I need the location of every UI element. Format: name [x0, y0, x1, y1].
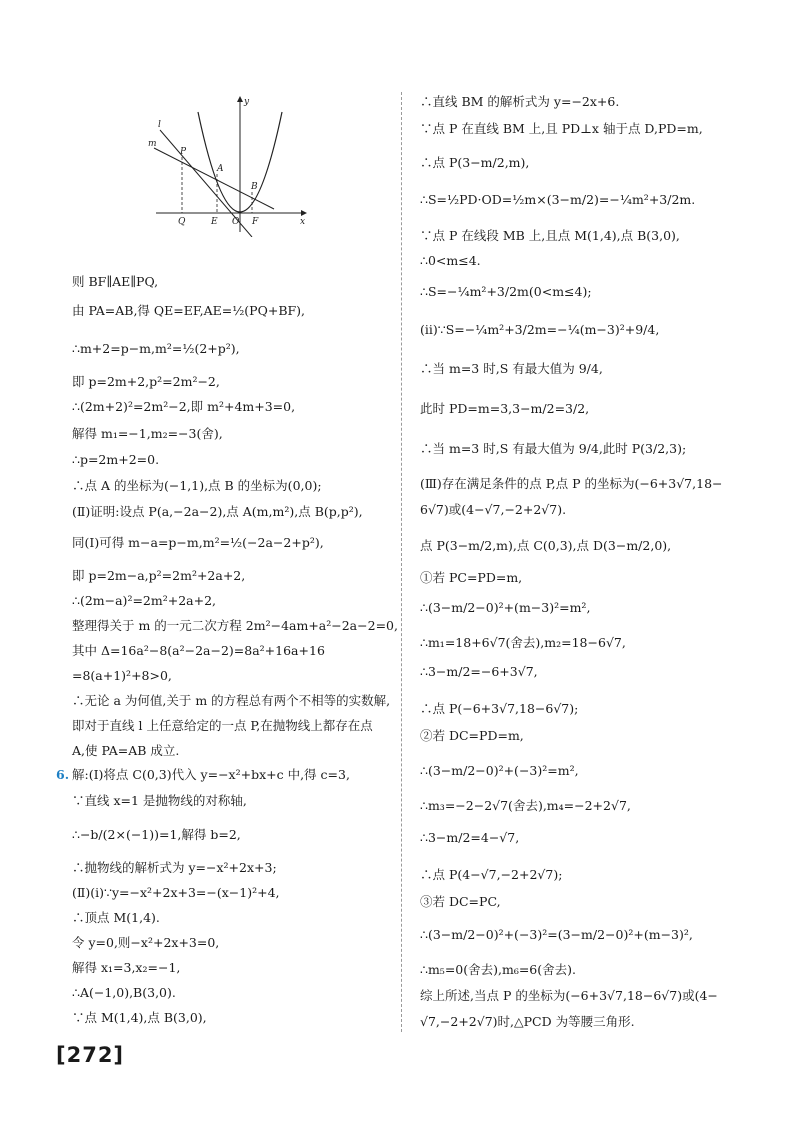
text-line: ∴抛物线的解析式为 y=−x²+2x+3;	[72, 860, 277, 875]
column-divider	[401, 92, 402, 1032]
text-line: ∴无论 a 为何值,关于 m 的方程总有两个不相等的实数解,	[72, 693, 391, 708]
text-line: ∴(3−m/2−0)²+(−3)²=(3−m/2−0)²+(m−3)²,	[420, 927, 693, 942]
text-line: ∴3−m/2=4−√7,	[420, 830, 520, 845]
text-line: 由 PA=AB,得 QE=EF,AE=½(PQ+BF),	[72, 303, 306, 318]
text-line: ∵点 M(1,4),点 B(3,0),	[72, 1010, 207, 1025]
text-line: ∴(3−m/2−0)²+(−3)²=m²,	[420, 763, 579, 778]
text-line: 其中 Δ=16a²−8(a²−2a−2)=8a²+16a+16	[72, 643, 325, 658]
text-line: 解得 x₁=3,x₂=−1,	[72, 960, 181, 975]
page-number: [272]	[56, 1043, 125, 1067]
text-line: 同(Ⅰ)可得 m−a=p−m,m²=½(−2a−2+p²),	[72, 535, 324, 550]
text-line: ∵点 P 在直线 BM 上,且 PD⊥x 轴于点 D,PD=m,	[420, 121, 703, 136]
text-line: 即 p=2m−a,p²=2m²+2a+2,	[72, 568, 246, 583]
text-line: 即 p=2m+2,p²=2m²−2,	[72, 374, 220, 389]
text-line: 整理得关于 m 的一元二次方程 2m²−4am+a²−2a−2=0,	[72, 618, 398, 633]
text-line: ∴点 P(4−√7,−2+2√7);	[420, 867, 563, 882]
text-line: 则 BF∥AE∥PQ,	[72, 274, 159, 289]
text-line: ∴−b/(2×(−1))=1,解得 b=2,	[72, 827, 241, 842]
text-line: 解得 m₁=−1,m₂=−3(舍),	[72, 426, 223, 441]
text-line: ∵直线 x=1 是抛物线的对称轴,	[72, 793, 247, 808]
text-line: ∴m₁=18+6√7(舍去),m₂=18−6√7,	[420, 635, 626, 650]
text-line: ∴m₃=−2−2√7(舍去),m₄=−2+2√7,	[420, 798, 631, 813]
question-number: 6.	[56, 767, 70, 782]
label-B: B	[251, 182, 258, 192]
text-line: ∴3−m/2=−6+3√7,	[420, 664, 538, 679]
text-line: ∴S=−¼m²+3/2m(0<m≤4);	[420, 284, 592, 299]
text-line: 6√7)或(4−√7,−2+2√7).	[420, 502, 567, 517]
text-line: ∴直线 BM 的解析式为 y=−2x+6.	[420, 94, 620, 109]
text-line: ∴点 P(−6+3√7,18−6√7);	[420, 701, 579, 716]
text-line: ∴顶点 M(1,4).	[72, 910, 160, 925]
text-line: (Ⅱ)(ⅰ)∵y=−x²+2x+3=−(x−1)²+4,	[72, 885, 280, 900]
label-y: y	[244, 97, 250, 107]
text-line: ∴p=2m+2=0.	[72, 452, 160, 467]
text-line: 综上所述,当点 P 的坐标为(−6+3√7,18−6√7)或(4−	[420, 988, 718, 1003]
label-Q: Q	[178, 217, 186, 227]
text-line: 令 y=0,则−x²+2x+3=0,	[72, 935, 220, 950]
text-line: ∴0<m≤4.	[420, 253, 481, 268]
label-P: P	[180, 147, 187, 157]
text-line: (ⅱ)∵S=−¼m²+3/2m=−¼(m−3)²+9/4,	[420, 322, 660, 337]
text-line: ①若 PC=PD=m,	[420, 570, 523, 585]
text-line: (Ⅲ)存在满足条件的点 P,点 P 的坐标为(−6+3√7,18−	[420, 476, 723, 491]
text-line: ∴点 P(3−m/2,m),	[420, 155, 530, 170]
text-line: ∴A(−1,0),B(3,0).	[72, 985, 176, 1000]
text-line: ③若 DC=PC,	[420, 894, 501, 909]
label-m: m	[148, 139, 157, 149]
text-line: ∴点 A 的坐标为(−1,1),点 B 的坐标为(0,0);	[72, 478, 322, 493]
text-line: ∴当 m=3 时,S 有最大值为 9/4,	[420, 361, 603, 376]
parabola-figure	[148, 92, 318, 237]
text-line: ∴当 m=3 时,S 有最大值为 9/4,此时 P(3/2,3);	[420, 441, 687, 456]
label-F: F	[252, 217, 259, 227]
text-line: ∴m+2=p−m,m²=½(2+p²),	[72, 341, 240, 356]
text-line: (Ⅱ)证明:设点 P(a,−2a−2),点 A(m,m²),点 B(p,p²),	[72, 504, 363, 519]
text-line: 解:(Ⅰ)将点 C(0,3)代入 y=−x²+bx+c 中,得 c=3,	[72, 767, 350, 782]
label-x: x	[300, 217, 306, 227]
label-O: O	[232, 217, 240, 227]
text-line: ∴(3−m/2−0)²+(m−3)²=m²,	[420, 600, 591, 615]
text-line: 此时 PD=m=3,3−m/2=3/2,	[420, 401, 590, 416]
text-line: ∴m₅=0(舍去),m₆=6(舍去).	[420, 962, 576, 977]
text-line: A,使 PA=AB 成立.	[72, 743, 180, 758]
text-line: 即对于直线 l 上任意给定的一点 P,在抛物线上都存在点	[72, 718, 373, 733]
text-line: 点 P(3−m/2,m),点 C(0,3),点 D(3−m/2,0),	[420, 538, 672, 553]
text-line: ②若 DC=PD=m,	[420, 728, 524, 743]
text-line: ∴(2m+2)²=2m²−2,即 m²+4m+3=0,	[72, 399, 296, 414]
line-m	[154, 148, 274, 209]
text-line: =8(a+1)²+8>0,	[72, 668, 172, 683]
text-line: ∴(2m−a)²=2m²+2a+2,	[72, 593, 217, 608]
label-E: E	[211, 217, 218, 227]
label-A: A	[217, 164, 224, 174]
text-line: ∴S=½PD·OD=½m×(3−m/2)=−¼m²+3/2m.	[420, 192, 696, 207]
label-l: l	[158, 120, 161, 130]
text-line: √7,−2+2√7)时,△PCD 为等腰三角形.	[420, 1014, 635, 1029]
text-line: ∵点 P 在线段 MB 上,且点 M(1,4),点 B(3,0),	[420, 228, 680, 243]
